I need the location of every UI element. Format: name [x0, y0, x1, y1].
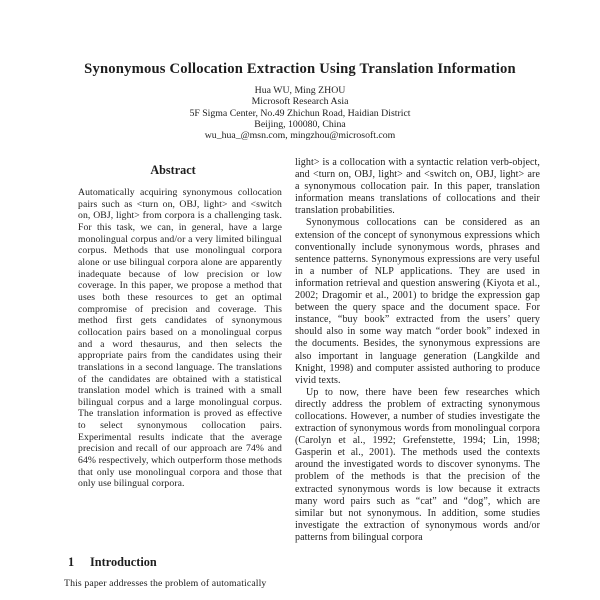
author-block — [0, 85, 600, 141]
left-column — [64, 157, 282, 600]
abstract-section — [64, 163, 282, 551]
author-names: Hua WU, Ming ZHOU — [254, 85, 346, 96]
abstract-text: Automatically acquiring synonymous collocation pairs such as <turn on, OBJ, light> and <switch on, OBJ, light> from corpora is a challenging task. For this task, we can, in general, have a large monolingual corpus and/or a very limited bilingual corpus. Methods that use monolingual corpora alone or use bilingual corpora alone are apparently inadequate because of low precision or low coverage. In this paper, we propose a method that uses both these resources to get an optimal compromise of precision and coverage. This method first gets candidates of synonymous collocation pairs based on a monolingual corpus and a word thesaurus, and then selects the appropriate pairs from the candidates using their translations in a second language. The translations of the candidates are obtained with a statistical translation model which is trained with a small bilingual corpus and a large monolingual corpus. The translation information is proved as effective to select synonymous collocation pairs. Experimental results indicate that the average precision and recall of our approach are 74% and 64% respectively, which outperform those methods that only use monolingual corpora and those that only use bilingual corpora. — [78, 187, 282, 490]
address-line-2: Beijing, 100080, China — [254, 118, 346, 130]
abstract-heading: Abstract — [150, 163, 196, 177]
introduction-section — [64, 555, 282, 590]
introduction-heading — [64, 555, 282, 570]
right-column — [295, 157, 540, 600]
paper-title: Synonymous Collocation Extraction Using Translation Information — [84, 61, 516, 77]
address-line-1: 5F Sigma Center, No.49 Zhichun Road, Haidian District — [189, 107, 411, 119]
right-column-paragraph: Up to now, there have been few researches which directly address the problem of extracting synonymous collocations. However, a number of studies investigate the extraction of synonymous words from monolingual corpora (Carolyn et al., 1992; Grefenstette, 1994; Lin, 1998; Gasperin et al., 2001). The methods used the contexts around the investigated words to discover synonyms. The problem of the methods is that the precision of the extracted synonymous words is low because it extracts many word pairs such as “cat” and “dog”, which are similar but not synonymous. In addition, some studies investigate the extraction of synonymous words and/or patterns from bilingual corpora — [295, 386, 540, 543]
right-column-paragraph: Synonymous collocations can be considered as an extension of the concept of synonymous expressions which conventionally include synonymous words, phrases and sentence patterns. Synonymous expressions are very useful in a number of NLP applications. They are used in information retrieval and question answering (Kiyota et al., 2002; Dragomir et al., 2001) to bridge the expression gap between the query space and the document space. For instance, “buy book” extracted from the users’ query should also in some way match “order book” indexed in the documents. Besides, the synonymous expressions are also important in language generation (Langkilde and Knight, 1998) and computer assisted authoring to produce vivid texts. — [295, 217, 540, 386]
affiliation: Microsoft Research Asia — [251, 96, 349, 108]
introduction-first-paragraph: This paper addresses the problem of automatically — [64, 578, 267, 589]
section-title: Introduction — [90, 555, 157, 569]
section-number: 1 — [68, 555, 75, 569]
right-column-paragraph-continuation: light> is a collocation with a syntactic relation verb-object, and <turn on, OBJ, light> and <switch on, OBJ, light> are a synonymous collocation pair. In this paper, translation information means translations of collocations and their translation probabilities. — [295, 157, 540, 217]
author-emails: wu_hua_@msn.com, mingzhou@microsoft.com — [204, 130, 396, 142]
